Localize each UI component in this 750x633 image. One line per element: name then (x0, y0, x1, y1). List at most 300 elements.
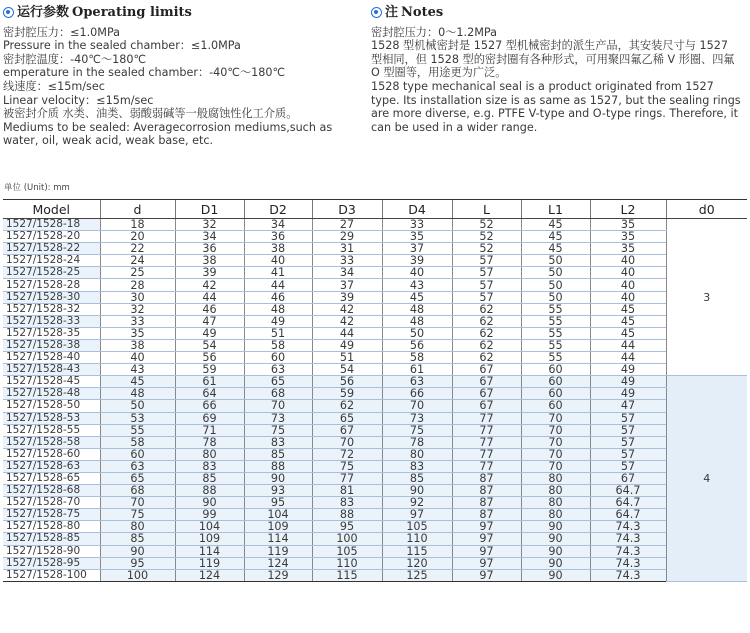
value-cell-d2: 58 (244, 339, 312, 351)
notes-title-cn: 注 (385, 5, 399, 20)
value-cell-d2: 34 (244, 219, 312, 231)
value-cell-d3: 75 (312, 460, 382, 472)
value-cell-d2: 44 (244, 279, 312, 291)
value-cell-d1: 38 (175, 255, 244, 267)
column-header-l1: L1 (521, 200, 590, 219)
value-cell-l: 97 (452, 557, 521, 569)
value-cell-l2: 35 (590, 231, 666, 243)
value-cell-d3: 110 (312, 557, 382, 569)
value-cell-d4: 45 (382, 291, 452, 303)
value-cell-l1: 55 (521, 327, 590, 339)
table-row (3, 267, 747, 279)
value-cell-d1: 88 (175, 485, 244, 497)
model-cell: 1527/1528-24 (3, 255, 100, 267)
value-cell-d: 75 (100, 509, 175, 521)
value-cell-l: 62 (452, 303, 521, 315)
value-cell-l: 67 (452, 400, 521, 412)
model-cell: 1527/1528-100 (3, 569, 100, 581)
table-body (3, 219, 747, 582)
value-cell-d2: 124 (244, 557, 312, 569)
model-cell: 1527/1528-50 (3, 400, 100, 412)
table-row (3, 412, 747, 424)
value-cell-l1: 80 (521, 509, 590, 521)
value-cell-d: 20 (100, 231, 175, 243)
value-cell-d2: 114 (244, 533, 312, 545)
value-cell-d: 40 (100, 352, 175, 364)
table-row (3, 255, 747, 267)
column-header-d0: d0 (666, 200, 747, 219)
value-cell-d: 90 (100, 545, 175, 557)
value-cell-d3: 39 (312, 291, 382, 303)
model-cell: 1527/1528-30 (3, 291, 100, 303)
value-cell-l1: 50 (521, 291, 590, 303)
value-cell-l2: 47 (590, 400, 666, 412)
value-cell-d3: 72 (312, 448, 382, 460)
value-cell-d1: 99 (175, 509, 244, 521)
value-cell-d2: 93 (244, 485, 312, 497)
value-cell-d1: 61 (175, 376, 244, 388)
value-cell-d4: 58 (382, 352, 452, 364)
spec-table (3, 199, 747, 582)
notes-heading (371, 6, 741, 20)
value-cell-l2: 40 (590, 291, 666, 303)
model-cell: 1527/1528-20 (3, 231, 100, 243)
value-cell-d1: 85 (175, 472, 244, 484)
table-row (3, 339, 747, 351)
value-cell-d: 68 (100, 485, 175, 497)
value-cell-d3: 88 (312, 509, 382, 521)
value-cell-d: 100 (100, 569, 175, 581)
column-header-d3: D3 (312, 200, 382, 219)
value-cell-d: 48 (100, 388, 175, 400)
model-cell: 1527/1528-85 (3, 533, 100, 545)
value-cell-l2: 35 (590, 219, 666, 231)
table-row (3, 424, 747, 436)
value-cell-l2: 74.3 (590, 545, 666, 557)
value-cell-l1: 90 (521, 557, 590, 569)
value-cell-l: 97 (452, 521, 521, 533)
value-cell-l: 87 (452, 472, 521, 484)
value-cell-l: 52 (452, 219, 521, 231)
value-cell-d1: 46 (175, 303, 244, 315)
model-cell: 1527/1528-22 (3, 243, 100, 255)
value-cell-d2: 49 (244, 315, 312, 327)
value-cell-d2: 65 (244, 376, 312, 388)
notes-line: 密封腔压力：0～1.2MPa (371, 25, 497, 39)
value-cell-d: 65 (100, 472, 175, 484)
table-row (3, 448, 747, 460)
value-cell-d1: 71 (175, 424, 244, 436)
value-cell-d4: 115 (382, 545, 452, 557)
value-cell-d4: 40 (382, 267, 452, 279)
value-cell-d2: 41 (244, 267, 312, 279)
value-cell-l: 87 (452, 485, 521, 497)
value-cell-d1: 49 (175, 327, 244, 339)
value-cell-l1: 90 (521, 533, 590, 545)
value-cell-d3: 49 (312, 339, 382, 351)
operating-limits-section (3, 6, 368, 148)
value-cell-l: 97 (452, 569, 521, 581)
value-cell-l: 62 (452, 315, 521, 327)
table-row (3, 521, 747, 533)
value-cell-d3: 100 (312, 533, 382, 545)
value-cell-d1: 83 (175, 460, 244, 472)
value-cell-d4: 39 (382, 255, 452, 267)
value-cell-l1: 55 (521, 352, 590, 364)
value-cell-l2: 74.3 (590, 569, 666, 581)
value-cell-d2: 75 (244, 424, 312, 436)
value-cell-d2: 70 (244, 400, 312, 412)
value-cell-l2: 45 (590, 303, 666, 315)
value-cell-l2: 74.3 (590, 533, 666, 545)
value-cell-d4: 78 (382, 436, 452, 448)
value-cell-d1: 44 (175, 291, 244, 303)
value-cell-l1: 60 (521, 400, 590, 412)
value-cell-d2: 60 (244, 352, 312, 364)
value-cell-d3: 27 (312, 219, 382, 231)
value-cell-d2: 38 (244, 243, 312, 255)
value-cell-l1: 55 (521, 315, 590, 327)
value-cell-l1: 60 (521, 376, 590, 388)
value-cell-d4: 56 (382, 339, 452, 351)
unit-label: 单位 (Unit): mm (4, 183, 70, 193)
value-cell-l2: 49 (590, 364, 666, 376)
value-cell-l1: 55 (521, 339, 590, 351)
value-cell-d4: 83 (382, 460, 452, 472)
value-cell-l2: 35 (590, 243, 666, 255)
value-cell-l1: 70 (521, 436, 590, 448)
value-cell-d2: 83 (244, 436, 312, 448)
value-cell-d1: 36 (175, 243, 244, 255)
value-cell-l: 77 (452, 448, 521, 460)
value-cell-d1: 114 (175, 545, 244, 557)
value-cell-l2: 57 (590, 424, 666, 436)
value-cell-d3: 62 (312, 400, 382, 412)
table-row (3, 472, 747, 484)
column-header-d4: D4 (382, 200, 452, 219)
notes-section (371, 6, 741, 134)
model-cell: 1527/1528-18 (3, 219, 100, 231)
column-header-d2: D2 (244, 200, 312, 219)
table-row (3, 509, 747, 521)
value-cell-d4: 120 (382, 557, 452, 569)
value-cell-l: 62 (452, 352, 521, 364)
value-cell-d: 50 (100, 400, 175, 412)
value-cell-d3: 42 (312, 315, 382, 327)
value-cell-l1: 80 (521, 485, 590, 497)
value-cell-d1: 66 (175, 400, 244, 412)
model-cell: 1527/1528-90 (3, 545, 100, 557)
value-cell-d: 60 (100, 448, 175, 460)
value-cell-d3: 37 (312, 279, 382, 291)
model-cell: 1527/1528-65 (3, 472, 100, 484)
value-cell-d1: 119 (175, 557, 244, 569)
value-cell-l1: 50 (521, 267, 590, 279)
value-cell-d: 58 (100, 436, 175, 448)
column-header-d1: D1 (175, 200, 244, 219)
table-row (3, 533, 747, 545)
table-row (3, 219, 747, 231)
table-row (3, 352, 747, 364)
table-row (3, 388, 747, 400)
value-cell-d3: 54 (312, 364, 382, 376)
value-cell-d4: 61 (382, 364, 452, 376)
value-cell-d1: 32 (175, 219, 244, 231)
model-cell: 1527/1528-28 (3, 279, 100, 291)
model-cell: 1527/1528-60 (3, 448, 100, 460)
value-cell-d3: 70 (312, 436, 382, 448)
value-cell-d2: 40 (244, 255, 312, 267)
model-cell: 1527/1528-58 (3, 436, 100, 448)
table-row (3, 291, 747, 303)
table-row (3, 557, 747, 569)
value-cell-l2: 64.7 (590, 509, 666, 521)
value-cell-d3: 29 (312, 231, 382, 243)
value-cell-d2: 104 (244, 509, 312, 521)
model-cell: 1527/1528-70 (3, 497, 100, 509)
value-cell-d: 55 (100, 424, 175, 436)
operating-line: Linear velocity：≤15m/sec (3, 93, 154, 107)
value-cell-d3: 56 (312, 376, 382, 388)
value-cell-d: 35 (100, 327, 175, 339)
value-cell-l2: 57 (590, 412, 666, 424)
value-cell-d: 53 (100, 412, 175, 424)
column-header-d: d (100, 200, 175, 219)
value-cell-d3: 77 (312, 472, 382, 484)
table-row (3, 364, 747, 376)
value-cell-l2: 49 (590, 388, 666, 400)
table-row (3, 460, 747, 472)
value-cell-l1: 45 (521, 231, 590, 243)
value-cell-l: 67 (452, 376, 521, 388)
value-cell-d2: 129 (244, 569, 312, 581)
operating-line: 密封腔温度：-40℃～180℃ (3, 52, 147, 66)
value-cell-d: 24 (100, 255, 175, 267)
value-cell-l2: 44 (590, 352, 666, 364)
notes-title-en: Notes (401, 5, 444, 20)
value-cell-d1: 124 (175, 569, 244, 581)
value-cell-d2: 46 (244, 291, 312, 303)
value-cell-d4: 48 (382, 315, 452, 327)
value-cell-d2: 95 (244, 497, 312, 509)
operating-line: 被密封介质 水类、油类、弱酸弱碱等一般腐蚀性化工介质。 (3, 107, 298, 121)
value-cell-d4: 125 (382, 569, 452, 581)
value-cell-l: 87 (452, 497, 521, 509)
value-cell-l: 62 (452, 327, 521, 339)
table-row (3, 376, 747, 388)
value-cell-l: 67 (452, 364, 521, 376)
value-cell-d: 95 (100, 557, 175, 569)
value-cell-l1: 70 (521, 448, 590, 460)
value-cell-d: 22 (100, 243, 175, 255)
value-cell-d4: 80 (382, 448, 452, 460)
value-cell-d: 70 (100, 497, 175, 509)
value-cell-d1: 47 (175, 315, 244, 327)
value-cell-d1: 104 (175, 521, 244, 533)
table-row (3, 279, 747, 291)
value-cell-d1: 39 (175, 267, 244, 279)
value-cell-l2: 74.3 (590, 557, 666, 569)
value-cell-d4: 73 (382, 412, 452, 424)
value-cell-d3: 42 (312, 303, 382, 315)
value-cell-d1: 54 (175, 339, 244, 351)
table-row (3, 569, 747, 581)
value-cell-d3: 95 (312, 521, 382, 533)
table-row (3, 485, 747, 497)
value-cell-l1: 60 (521, 388, 590, 400)
value-cell-d2: 48 (244, 303, 312, 315)
table-header-row (3, 200, 747, 219)
model-cell: 1527/1528-35 (3, 327, 100, 339)
value-cell-l2: 64.7 (590, 485, 666, 497)
table-row (3, 436, 747, 448)
column-header-model: Model (3, 200, 100, 219)
model-cell: 1527/1528-33 (3, 315, 100, 327)
value-cell-l: 77 (452, 436, 521, 448)
value-cell-d2: 36 (244, 231, 312, 243)
circle-bullet-icon (3, 7, 14, 18)
value-cell-l: 57 (452, 255, 521, 267)
value-cell-d: 33 (100, 315, 175, 327)
operating-limits-title-en: Operating limits (72, 5, 192, 20)
value-cell-l2: 64.7 (590, 497, 666, 509)
value-cell-d3: 115 (312, 569, 382, 581)
model-cell: 1527/1528-48 (3, 388, 100, 400)
value-cell-d1: 42 (175, 279, 244, 291)
value-cell-d3: 81 (312, 485, 382, 497)
value-cell-d2: 68 (244, 388, 312, 400)
value-cell-l2: 57 (590, 460, 666, 472)
value-cell-d4: 92 (382, 497, 452, 509)
model-cell: 1527/1528-80 (3, 521, 100, 533)
model-cell: 1527/1528-75 (3, 509, 100, 521)
value-cell-l: 77 (452, 412, 521, 424)
value-cell-d2: 85 (244, 448, 312, 460)
table-row (3, 243, 747, 255)
value-cell-d4: 110 (382, 533, 452, 545)
value-cell-l: 67 (452, 388, 521, 400)
model-cell: 1527/1528-95 (3, 557, 100, 569)
value-cell-l1: 90 (521, 521, 590, 533)
value-cell-l1: 55 (521, 303, 590, 315)
value-cell-l1: 70 (521, 424, 590, 436)
model-cell: 1527/1528-53 (3, 412, 100, 424)
d0-group-cell: 4 (666, 376, 747, 582)
value-cell-d3: 59 (312, 388, 382, 400)
operating-limits-heading (3, 6, 368, 20)
value-cell-d: 80 (100, 521, 175, 533)
value-cell-d: 85 (100, 533, 175, 545)
value-cell-l2: 45 (590, 315, 666, 327)
value-cell-l: 77 (452, 460, 521, 472)
value-cell-l1: 80 (521, 497, 590, 509)
table-row (3, 315, 747, 327)
column-header-l: L (452, 200, 521, 219)
value-cell-d4: 97 (382, 509, 452, 521)
model-cell: 1527/1528-32 (3, 303, 100, 315)
value-cell-l2: 49 (590, 376, 666, 388)
value-cell-d: 43 (100, 364, 175, 376)
value-cell-l1: 90 (521, 569, 590, 581)
value-cell-d4: 35 (382, 231, 452, 243)
model-cell: 1527/1528-25 (3, 267, 100, 279)
value-cell-d1: 64 (175, 388, 244, 400)
value-cell-d4: 75 (382, 424, 452, 436)
value-cell-d4: 90 (382, 485, 452, 497)
operating-line: emperature in the sealed chamber：-40℃～180℃ (3, 66, 286, 80)
value-cell-d: 18 (100, 219, 175, 231)
value-cell-d4: 70 (382, 400, 452, 412)
value-cell-l1: 45 (521, 243, 590, 255)
value-cell-d2: 109 (244, 521, 312, 533)
value-cell-l2: 67 (590, 472, 666, 484)
notes-line: 1528 type mechanical seal is a product originated from 1527 type. Its installation size is as same as 1527, but the sealing rings are more diverse, e.g. PTFE V-type and O-type rings. Therefore, it can be used in a wider range. (371, 79, 741, 134)
model-cell: 1527/1528-43 (3, 364, 100, 376)
model-cell: 1527/1528-40 (3, 352, 100, 364)
value-cell-d: 30 (100, 291, 175, 303)
value-cell-d: 32 (100, 303, 175, 315)
table-row (3, 327, 747, 339)
value-cell-d3: 51 (312, 352, 382, 364)
value-cell-l: 52 (452, 243, 521, 255)
value-cell-d4: 50 (382, 327, 452, 339)
value-cell-d3: 44 (312, 327, 382, 339)
value-cell-l1: 70 (521, 460, 590, 472)
value-cell-d2: 88 (244, 460, 312, 472)
value-cell-d: 63 (100, 460, 175, 472)
value-cell-l: 52 (452, 231, 521, 243)
column-header-l2: L2 (590, 200, 666, 219)
model-cell: 1527/1528-68 (3, 485, 100, 497)
value-cell-d1: 90 (175, 497, 244, 509)
operating-limits-title-cn: 运行参数 (17, 5, 70, 20)
notes-line: 1528 型机械密封是 1527 型机械密封的派生产品，其安装尺寸与 1527 型相同，但 1528 型的密封圈有各种形式，可用聚四氟乙稀 V 形圈、四氟 O 型圈等，用途更为广泛。 (371, 39, 735, 80)
value-cell-d: 45 (100, 376, 175, 388)
value-cell-d4: 66 (382, 388, 452, 400)
value-cell-l1: 70 (521, 412, 590, 424)
value-cell-d2: 90 (244, 472, 312, 484)
value-cell-d3: 67 (312, 424, 382, 436)
value-cell-d3: 65 (312, 412, 382, 424)
table-row (3, 231, 747, 243)
value-cell-d: 28 (100, 279, 175, 291)
value-cell-l: 57 (452, 279, 521, 291)
operating-line: Pressure in the sealed chamber：≤1.0MPa (3, 39, 241, 53)
operating-line: 线速度：≤15m/sec (3, 79, 105, 93)
value-cell-d: 38 (100, 339, 175, 351)
value-cell-d3: 33 (312, 255, 382, 267)
value-cell-d1: 109 (175, 533, 244, 545)
value-cell-l: 57 (452, 291, 521, 303)
model-cell: 1527/1528-45 (3, 376, 100, 388)
value-cell-d: 25 (100, 267, 175, 279)
value-cell-l2: 40 (590, 279, 666, 291)
value-cell-d4: 43 (382, 279, 452, 291)
value-cell-l2: 57 (590, 448, 666, 460)
value-cell-d4: 105 (382, 521, 452, 533)
operating-line: 密封腔压力：≤1.0MPa (3, 25, 121, 39)
value-cell-l2: 44 (590, 339, 666, 351)
table-row (3, 400, 747, 412)
value-cell-l2: 40 (590, 267, 666, 279)
value-cell-l1: 90 (521, 545, 590, 557)
value-cell-d1: 78 (175, 436, 244, 448)
table-row (3, 497, 747, 509)
operating-line: Mediums to be sealed: Averagecorrosion mediums,such as water, oil, weak acid, weak base, etc. (3, 120, 333, 148)
model-cell: 1527/1528-63 (3, 460, 100, 472)
value-cell-l: 97 (452, 533, 521, 545)
value-cell-l1: 50 (521, 255, 590, 267)
